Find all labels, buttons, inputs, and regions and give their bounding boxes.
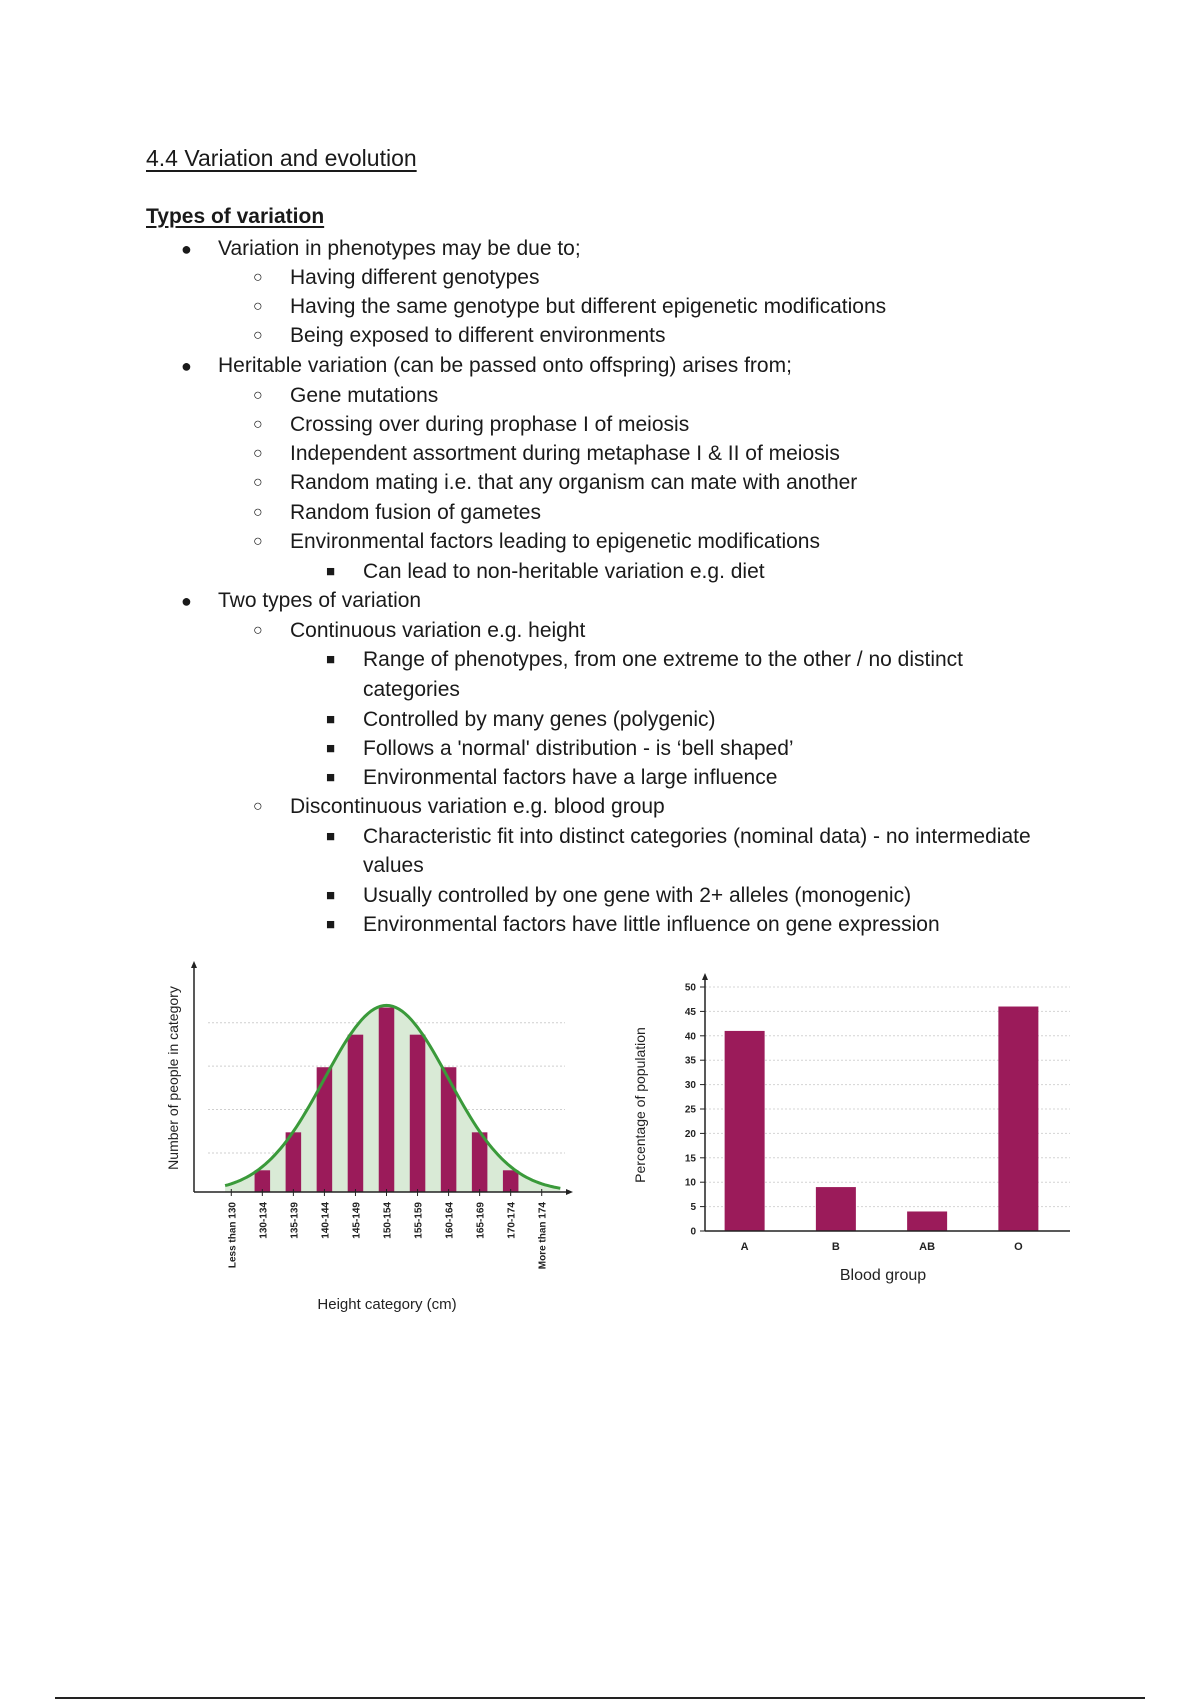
list-item: Heritable variation (can be passed onto offspring) arises from; — [218, 354, 792, 377]
x-tick-label: 140-144 — [320, 1202, 332, 1239]
y-tick-label: 30 — [684, 1080, 696, 1092]
y-axis-label: Percentage of population — [632, 1027, 648, 1183]
list-item: Controlled by many genes (polygenic) — [363, 708, 716, 731]
list-item: Environmental factors have a large influence — [363, 766, 778, 789]
list-item: Follows a 'normal' distribution - is ‘bell shaped’ — [363, 737, 794, 760]
bar-O — [998, 1007, 1038, 1231]
list-item-continuation: categories — [363, 678, 460, 701]
list-item: Continuous variation e.g. height — [290, 619, 586, 642]
list-item: Can lead to non-heritable variation e.g. diet — [363, 560, 765, 583]
bar-155-159 — [410, 1035, 426, 1192]
x-tick-label: Less than 130 — [227, 1202, 239, 1269]
bullet-circle: ○ — [253, 416, 263, 433]
bullet-square: ■ — [326, 828, 336, 845]
bullet-square: ■ — [326, 651, 336, 668]
bullet-circle: ○ — [253, 798, 263, 815]
list-item: Two types of variation — [218, 589, 422, 612]
list-item-continuation: values — [363, 854, 424, 877]
bullet-circle: ○ — [253, 622, 263, 639]
section-title: Types of variation — [146, 205, 325, 228]
y-tick-label: 20 — [684, 1128, 696, 1140]
bar-A — [725, 1031, 765, 1231]
list-item: Characteristic fit into distinct categories (nominal data) - no intermediate — [363, 825, 1031, 848]
height-distribution-chart — [165, 955, 585, 1320]
bullet-dot: ● — [181, 356, 192, 376]
bullet-square: ■ — [326, 769, 336, 786]
bullet-dot: ● — [181, 591, 192, 611]
y-tick-label: 40 — [684, 1031, 696, 1043]
x-axis-arrow — [566, 1189, 573, 1195]
x-tick-label: More than 174 — [537, 1202, 549, 1270]
bullet-circle: ○ — [253, 533, 263, 550]
x-tick-label: O — [1014, 1241, 1023, 1253]
list-item: Range of phenotypes, from one extreme to the other / no distinct — [363, 648, 964, 671]
x-tick-label: 135-139 — [289, 1202, 301, 1239]
bullet-square: ■ — [326, 740, 336, 757]
bar-130-134 — [255, 1170, 271, 1192]
list-item: Independent assortment during metaphase I & II of meiosis — [290, 442, 840, 465]
bullet-circle: ○ — [253, 298, 263, 315]
y-tick-label: 10 — [684, 1177, 696, 1189]
bar-AB — [907, 1211, 947, 1231]
x-tick-label: A — [740, 1241, 749, 1253]
list-item: Random fusion of gametes — [290, 501, 541, 524]
y-tick-label: 15 — [684, 1153, 696, 1165]
list-item: Random mating i.e. that any organism can mate with another — [290, 471, 858, 494]
bar-145-149 — [348, 1035, 364, 1192]
bullet-square: ■ — [326, 887, 336, 904]
list-item: Discontinuous variation e.g. blood group — [290, 795, 665, 818]
list-item: Environmental factors leading to epigenetic modifications — [290, 530, 820, 553]
x-axis-label: Height category (cm) — [317, 1296, 457, 1313]
x-tick-label: 130-134 — [258, 1202, 270, 1239]
bullet-circle: ○ — [253, 504, 263, 521]
list-item: Variation in phenotypes may be due to; — [218, 237, 581, 260]
bullet-circle: ○ — [253, 445, 263, 462]
x-tick-label: B — [831, 1241, 840, 1253]
list-item: Being exposed to different environments — [290, 324, 666, 347]
bullet-square: ■ — [326, 563, 336, 580]
list-item: Having the same genotype but different epigenetic modifications — [290, 295, 887, 318]
bullet-square: ■ — [326, 711, 336, 728]
list-item: Gene mutations — [290, 384, 439, 407]
blood-group-chart — [625, 960, 1085, 1300]
y-tick-label: 0 — [690, 1226, 696, 1238]
bar-B — [816, 1187, 856, 1231]
x-tick-label: 155-159 — [413, 1202, 425, 1239]
list-item: Having different genotypes — [290, 266, 540, 289]
y-tick-label: 35 — [684, 1055, 696, 1067]
footer-rule — [55, 1697, 1145, 1699]
bullet-dot: ● — [181, 239, 192, 259]
bar-170-174 — [503, 1170, 519, 1192]
bullet-square: ■ — [326, 916, 336, 933]
x-tick-label: 160-164 — [444, 1202, 456, 1239]
list-item: Usually controlled by one gene with 2+ alleles (monogenic) — [363, 884, 912, 907]
x-axis-label: Blood group — [839, 1267, 927, 1284]
bar-150-154 — [379, 1008, 395, 1192]
y-axis-arrow — [191, 961, 197, 968]
x-tick-label: AB — [919, 1241, 936, 1253]
x-tick-label: 165-169 — [475, 1202, 487, 1239]
list-item: Environmental factors have little influence on gene expression — [363, 913, 940, 936]
list-item: Crossing over during prophase I of meiosis — [290, 413, 690, 436]
y-axis-arrow — [702, 973, 708, 980]
bullet-circle: ○ — [253, 269, 263, 286]
y-tick-label: 45 — [684, 1006, 696, 1018]
x-tick-label: 170-174 — [506, 1202, 518, 1239]
y-tick-label: 5 — [690, 1202, 696, 1214]
bullet-circle: ○ — [253, 327, 263, 344]
y-tick-label: 25 — [684, 1104, 696, 1116]
bullet-circle: ○ — [253, 474, 263, 491]
page-title: 4.4 Variation and evolution — [146, 145, 417, 171]
y-tick-label: 50 — [684, 982, 696, 994]
bullet-circle: ○ — [253, 387, 263, 404]
x-tick-label: 145-149 — [351, 1202, 363, 1239]
x-tick-label: 150-154 — [382, 1202, 394, 1239]
y-axis-label: Number of people in category — [165, 986, 181, 1170]
